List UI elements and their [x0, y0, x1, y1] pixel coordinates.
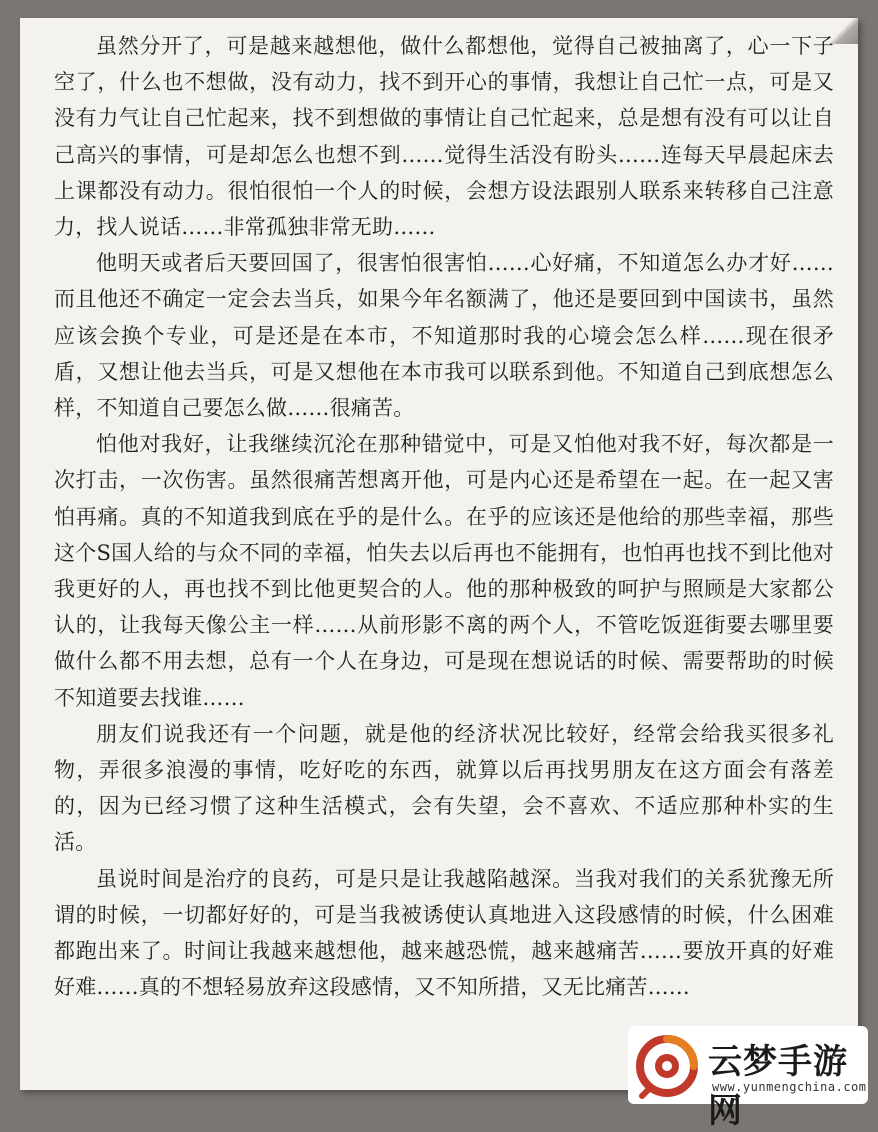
scanned-page [20, 18, 858, 1090]
site-watermark [628, 1026, 868, 1104]
paragraph-2: 他明天或者后天要回国了，很害怕很害怕……心好痛，不知道怎么办才好……而且他还不确定一定会去当兵，如果今年名额满了，他还是要回到中国读书，虽然应该会换个专业，可是还是在本市，不知道那时我的心境会怎么样……现在很矛盾，又想让他去当兵，可是又想他在本市我可以联系到他。不知道自己到底想怎么样，不知道自己要怎么做……很痛苦。 [54, 245, 834, 426]
paragraph-4: 朋友们说我还有一个问题，就是他的经济状况比较好，经常会给我买很多礼物，弄很多浪漫的事情，吃好吃的东西，就算以后再找男朋友在这方面会有落差的，因为已经习惯了这种生活模式，会有失望，会不喜欢、不适应那种朴实的生活。 [54, 716, 834, 861]
paragraph-5: 虽说时间是治疗的良药，可是只是让我越陷越深。当我对我们的关系犹豫无所谓的时候，一切都好好的，可是当我被诱使认真地进入这段感情的时候，什么困难都跑出来了。时间让我越来越想他，越来越恐慌，越来越痛苦……要放开真的好难好难……真的不想轻易放弃这段感情，又不知所措，又无比痛苦…… [54, 861, 834, 1006]
document-body [54, 28, 834, 1005]
watermark-url: www.yunmengchina.com [712, 1080, 867, 1094]
site-logo-icon [632, 1030, 702, 1100]
watermark-title: 云梦手游网 [708, 1034, 868, 1132]
paragraph-3: 怕他对我好，让我继续沉沦在那种错觉中，可是又怕他对我不好，每次都是一次打击，一次伤害。虽然很痛苦想离开他，可是内心还是希望在一起。在一起又害怕再痛。真的不知道我到底在乎的是什么。在乎的应该还是他给的那些幸福，那些这个S国人给的与众不同的幸福，怕失去以后再也不能拥有，也怕再也找不到比他对我更好的人，再也找不到比他更契合的人。他的那种极致的呵护与照顾是大家都公认的，让我每天像公主一样……从前形影不离的两个人，不管吃饭逛街要去哪里要做什么都不用去想，总有一个人在身边，可是现在想说话的时候、需要帮助的时候不知道要去找谁…… [54, 426, 834, 716]
paragraph-1: 虽然分开了，可是越来越想他，做什么都想他，觉得自己被抽离了，心一下子空了，什么也不想做，没有动力，找不到开心的事情，我想让自己忙一点，可是又没有力气让自己忙起来，找不到想做的事情让自己忙起来，总是想有没有可以让自己高兴的事情，可是却怎么也想不到……觉得生活没有盼头……连每天早晨起床去上课都没有动力。很怕很怕一个人的时候，会想方设法跟别人联系来转移自己注意力，找人说话……非常孤独非常无助…… [54, 28, 834, 245]
